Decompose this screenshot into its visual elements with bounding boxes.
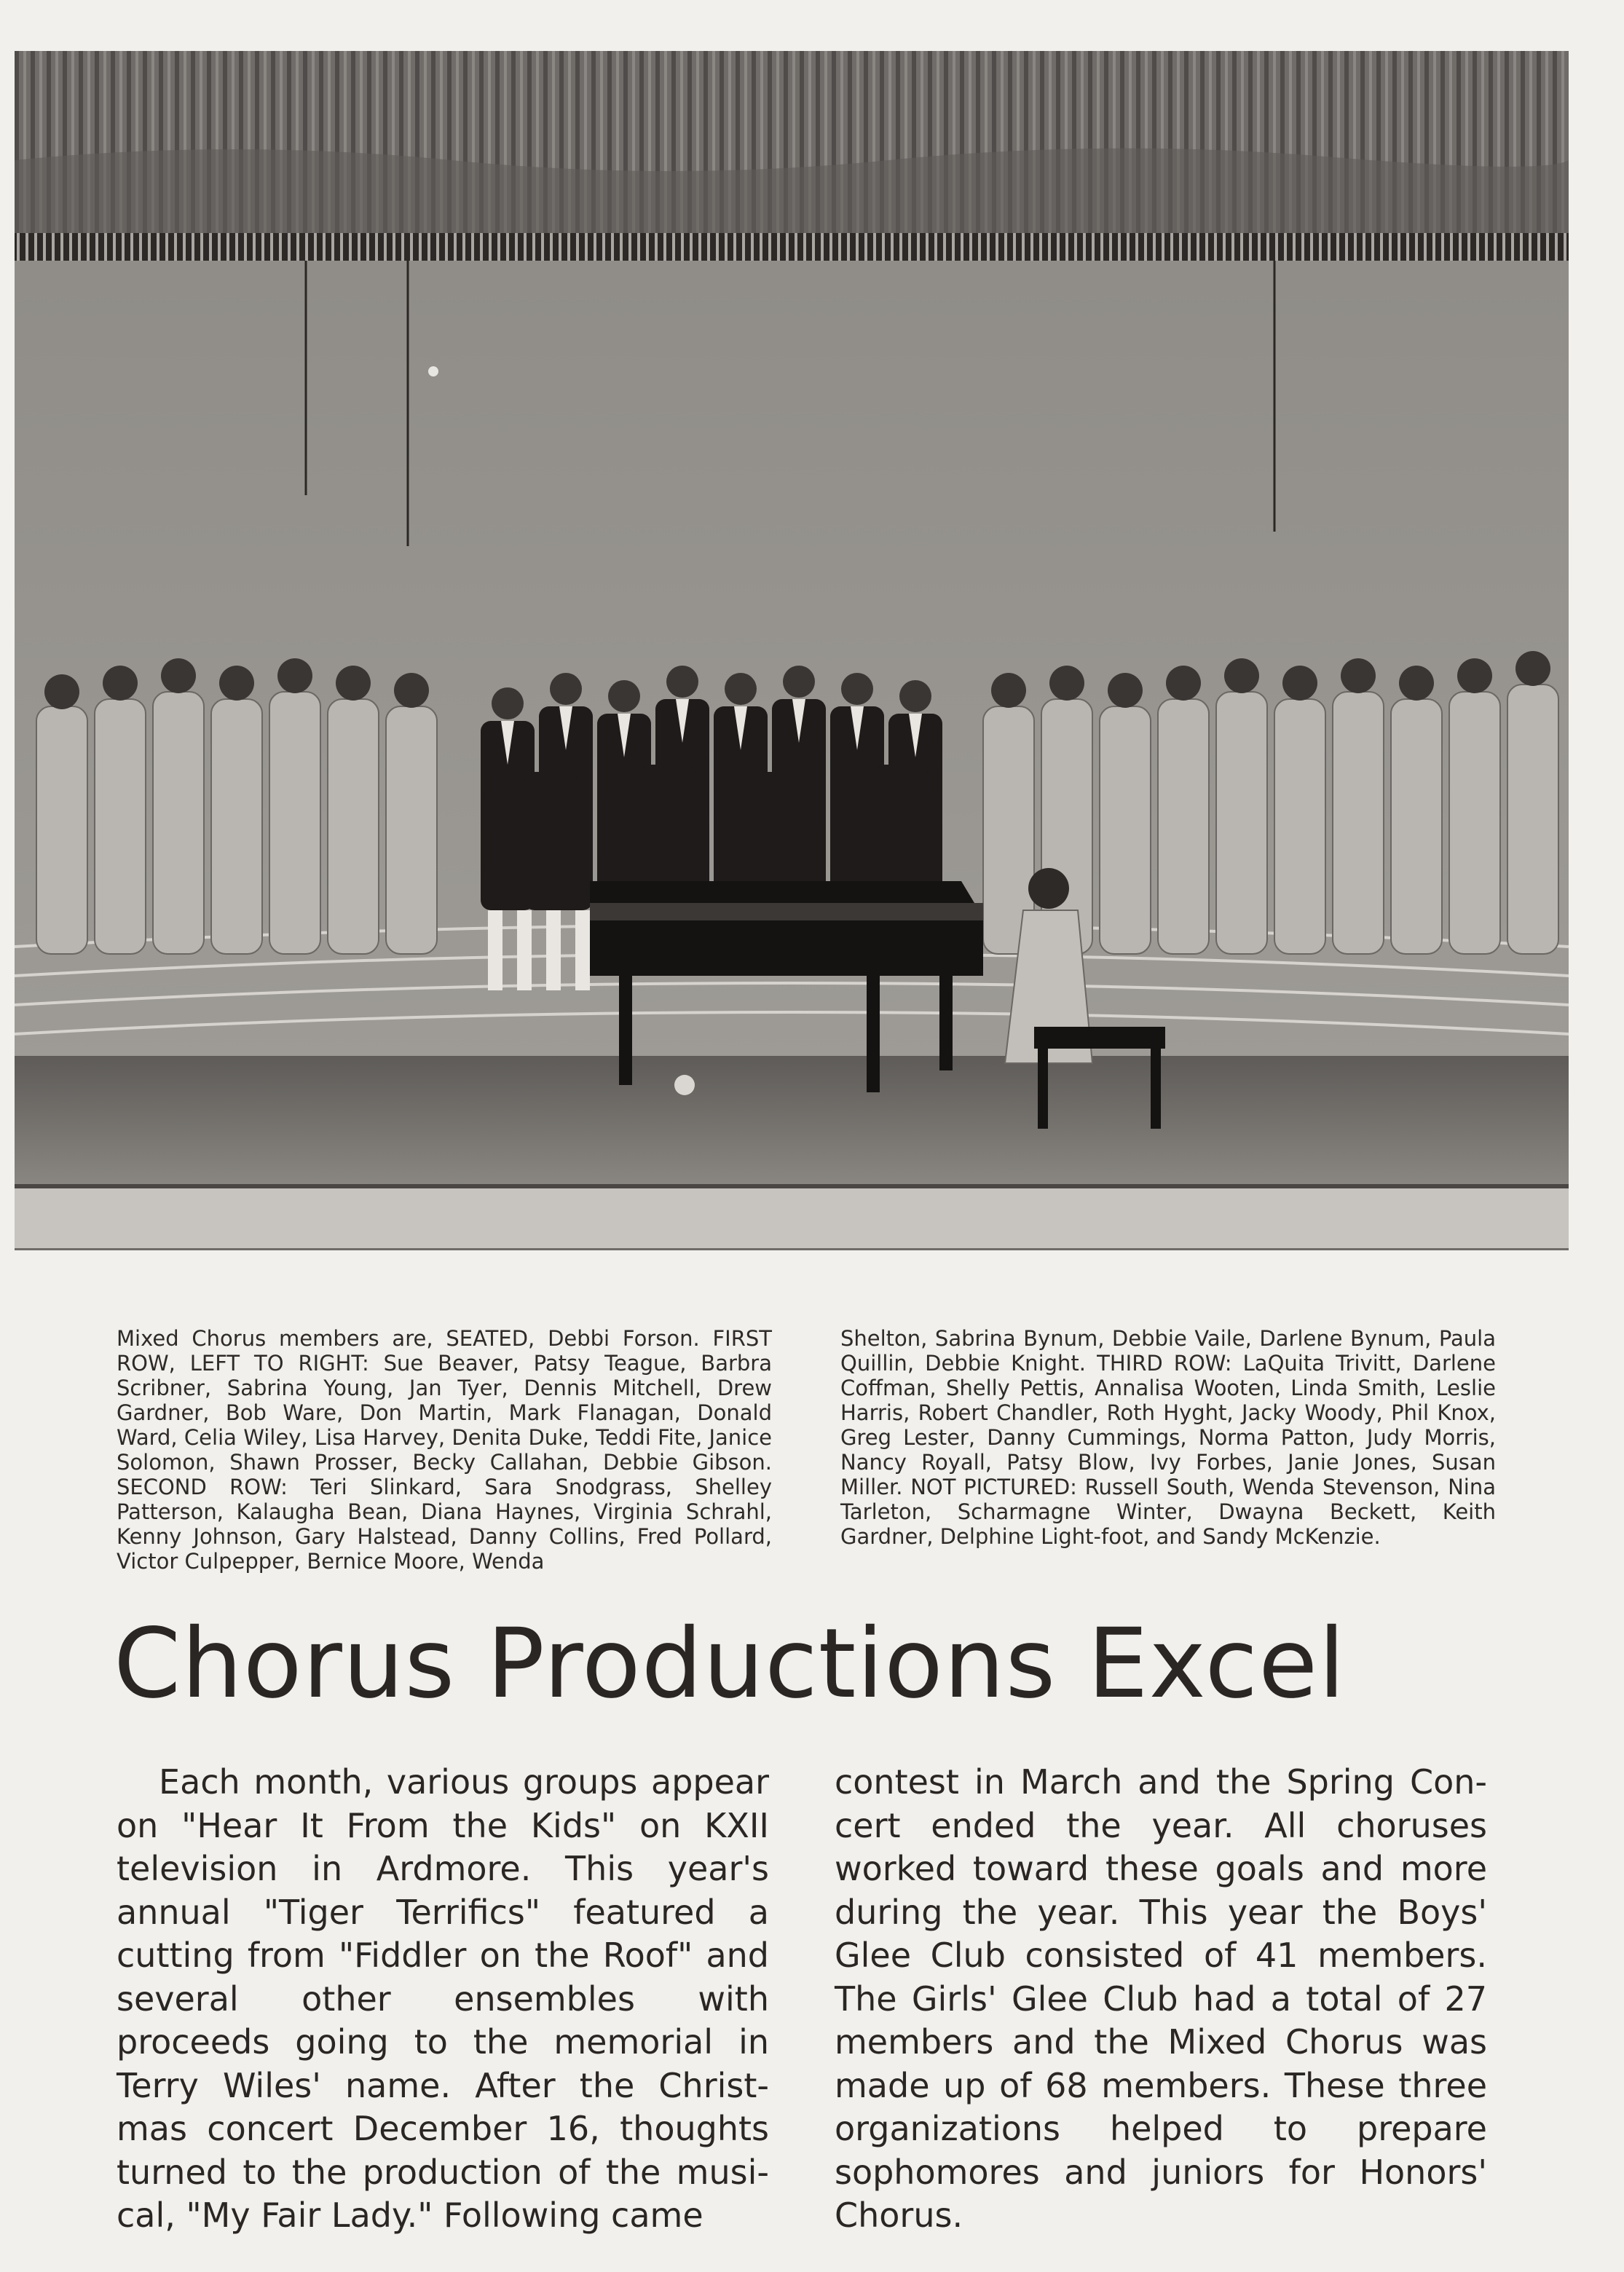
photo-illustration bbox=[15, 51, 1569, 1250]
caption-right-column: Shelton, Sabrina Bynum, Debbie Vaile, Darlene Bynum, Paula Quillin, Debbie Knight. THIRD ROW: LaQuita Trivitt, Darlene Coffman, Shelly Pettis, Annalisa Wooten, Linda Smith, Leslie Harris, Robert Chandler, Roth Hyght, Jacky Woody, Phil Knox, Greg Lester, Danny Cummings, Norma Patton, Judy Morris, Nancy Royall, Patsy Blow, Ivy Forbes, Janie Jones, Susan Miller. NOT PICTURED: Russell South, Wenda Stevenson, Nina Tarleton, Scharmagne Winter, Dwayna Beckett, Keith Gardner, Delphine Light-foot, and Sandy McKenzie. bbox=[840, 1326, 1496, 1549]
chorus-group-photo bbox=[15, 51, 1569, 1250]
caption-left-column: Mixed Chorus members are, SEATED, Debbi Forson. FIRST ROW, LEFT TO RIGHT: Sue Beaver, Patsy Teague, Barbra Scribner, Sabrina Young, Jan Tyer, Dennis Mitchell, Drew Gardner, Bob Ware, Don Martin, Mark Flanagan, Donald Ward, Celia Wiley, Lisa Harvey, Denita Duke, Teddi Fite, Janice Solomon, Shawn Prosser, Becky Callahan, Debbie Gibson. SECOND ROW: Teri Slinkard, Sara Snodgrass, Shelley Patterson, Kalaugha Bean, Diana Haynes, Virginia Schrahl, Kenny Johnson, Gary Halstead, Danny Collins, Fred Pollard, Victor Culpepper, Bernice Moore, Wenda bbox=[117, 1326, 772, 1574]
page-headline: Chorus Productions Excel bbox=[114, 1608, 1346, 1720]
photo-rule bbox=[15, 1248, 1569, 1250]
body-left-column: Each month, various groups appear on "Hear It From the Kids" on KXII television in Ardmore. This year's annual "Tiger Terrifics" featured a cutting from "Fiddler on the Roof" and several other ensembles with proceeds going to the memorial in Terry Wiles' name. After the Christ-mas concert December 16, thoughts turned to the production of the musi-cal, "My Fair Lady." Following came bbox=[117, 1762, 769, 2235]
body-right-column: contest in March and the Spring Con-cert ended the year. All choruses worked toward these goals and more during the year. This year the Boys' Glee Club consisted of 41 members. The Girls' Glee Club had a total of 27 members and the Mixed Chorus was made up of 68 members. These three organizations helped to prepare sophomores and juniors for Honors' Chorus. bbox=[835, 1762, 1487, 2235]
